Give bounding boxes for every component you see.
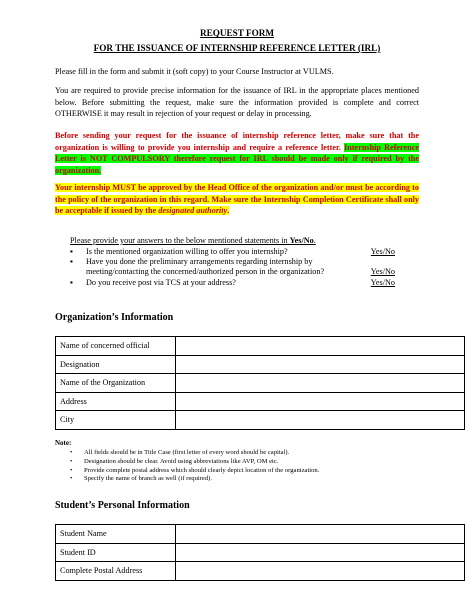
field-label: City bbox=[56, 411, 176, 430]
field-label: Complete Postal Address bbox=[56, 562, 176, 581]
organization-section-heading: Organization’s Information bbox=[55, 312, 174, 323]
note-item bbox=[70, 475, 410, 484]
question-answer[interactable]: Yes/No bbox=[370, 267, 395, 277]
not-compulsory-highlight: Internship Reference Letter is NOT COMPULSORY therefore request for IRL should be made only if required by the organization. bbox=[55, 142, 419, 175]
table-row bbox=[56, 355, 465, 374]
note-item bbox=[70, 458, 410, 467]
questions-heading-yesno: Yes/No bbox=[289, 236, 314, 245]
organization-name-field[interactable] bbox=[176, 374, 465, 393]
note-text: Designation should be clear. Avoid using abbreviations like AVP, OM etc. bbox=[84, 457, 279, 465]
table-row bbox=[56, 543, 465, 562]
bullet-icon: • bbox=[70, 466, 73, 474]
table-row bbox=[56, 562, 465, 581]
warning-before-text: Before sending your request for the issuance of internship reference letter, make sure that the organization is willing to provide you internship and require a reference letter. bbox=[55, 131, 419, 152]
approval-paragraph bbox=[55, 182, 419, 217]
field-label: Address bbox=[56, 392, 176, 411]
bullet-icon: • bbox=[70, 449, 73, 456]
field-label: Student Name bbox=[56, 525, 176, 544]
organization-info-table bbox=[55, 336, 465, 430]
student-id-field[interactable] bbox=[176, 543, 465, 562]
student-name-field[interactable] bbox=[176, 525, 465, 544]
questions-heading-prefix: Please provide your answers to the below mentioned statements in bbox=[70, 236, 290, 245]
bullet-icon: ▪ bbox=[70, 277, 73, 287]
question-item bbox=[70, 278, 395, 288]
table-row bbox=[56, 525, 465, 544]
bullet-icon: ▪ bbox=[70, 247, 73, 256]
note-text: Specify the name of branch as well (if required). bbox=[84, 475, 212, 483]
address-field[interactable] bbox=[176, 392, 465, 411]
questions-heading-suffix: . bbox=[313, 236, 316, 245]
question-item bbox=[70, 257, 395, 277]
table-row bbox=[56, 374, 465, 393]
field-label: Name of concerned official bbox=[56, 337, 176, 356]
field-label: Designation bbox=[56, 355, 176, 374]
approval-text: Your internship MUST be approved by the Head Office of the organization and/or must be according to the policy of the organization in this regard. Make sure the Internship Completion Certificate shall only be acceptable if issued by the bbox=[55, 183, 419, 216]
bullet-icon: • bbox=[70, 457, 73, 465]
postal-address-field[interactable] bbox=[176, 562, 465, 581]
question-text: Do you receive post via TCS at your address? bbox=[86, 277, 236, 287]
bullet-icon: ▪ bbox=[70, 257, 73, 267]
table-row bbox=[56, 337, 465, 356]
approval-highlight bbox=[55, 183, 419, 215]
form-subtitle: FOR THE ISSUANCE OF INTERNSHIP REFERENCE LETTER (IRL) bbox=[93, 43, 381, 53]
designation-field[interactable] bbox=[176, 355, 465, 374]
form-title: REQUEST FORM bbox=[199, 28, 275, 38]
warning-before-paragraph bbox=[55, 130, 419, 176]
bullet-icon: • bbox=[70, 475, 73, 483]
question-answer[interactable]: Yes/No bbox=[370, 277, 395, 287]
question-answer[interactable]: Yes/No bbox=[370, 247, 395, 256]
question-text: Is the mentioned organization willing to offer you internship? bbox=[86, 247, 288, 256]
questions-heading bbox=[70, 236, 316, 245]
table-row bbox=[56, 392, 465, 411]
table-row bbox=[56, 411, 465, 430]
note-text: All fields should be in Title Case (first letter of every word should be capital). bbox=[84, 449, 290, 456]
note-text: Provide complete postal address which should clearly depict location of the organization. bbox=[84, 466, 320, 474]
note-heading: Note: bbox=[55, 439, 72, 447]
field-label: Name of the Organization bbox=[56, 374, 176, 393]
question-text: Have you done the preliminary arrangements regarding internship by meeting/contacting the concerned/authorized person in the organization? bbox=[86, 257, 325, 277]
student-section-heading: Student’s Personal Information bbox=[55, 500, 190, 511]
concerned-official-field[interactable] bbox=[176, 337, 465, 356]
question-item bbox=[70, 247, 395, 257]
notes-list bbox=[70, 449, 410, 484]
city-field[interactable] bbox=[176, 411, 465, 430]
note-item bbox=[70, 449, 410, 458]
requirements-paragraph: You are required to provide precise information for the issuance of IRL in the appropriate places mentioned below. Before submitting the request, make sure the information provided is complete and correct OTHERWISE it may result in rejection of your request or delay in processing. bbox=[55, 86, 419, 119]
field-label: Student ID bbox=[56, 543, 176, 562]
student-info-table bbox=[55, 524, 465, 581]
approval-period: . bbox=[227, 206, 230, 216]
designated-authority-text: designated authority bbox=[158, 206, 228, 216]
intro-paragraph: Please fill in the form and submit it (soft copy) to your Course Instructor at VULMS. bbox=[55, 67, 334, 76]
note-item bbox=[70, 467, 410, 476]
questions-list bbox=[70, 247, 395, 288]
